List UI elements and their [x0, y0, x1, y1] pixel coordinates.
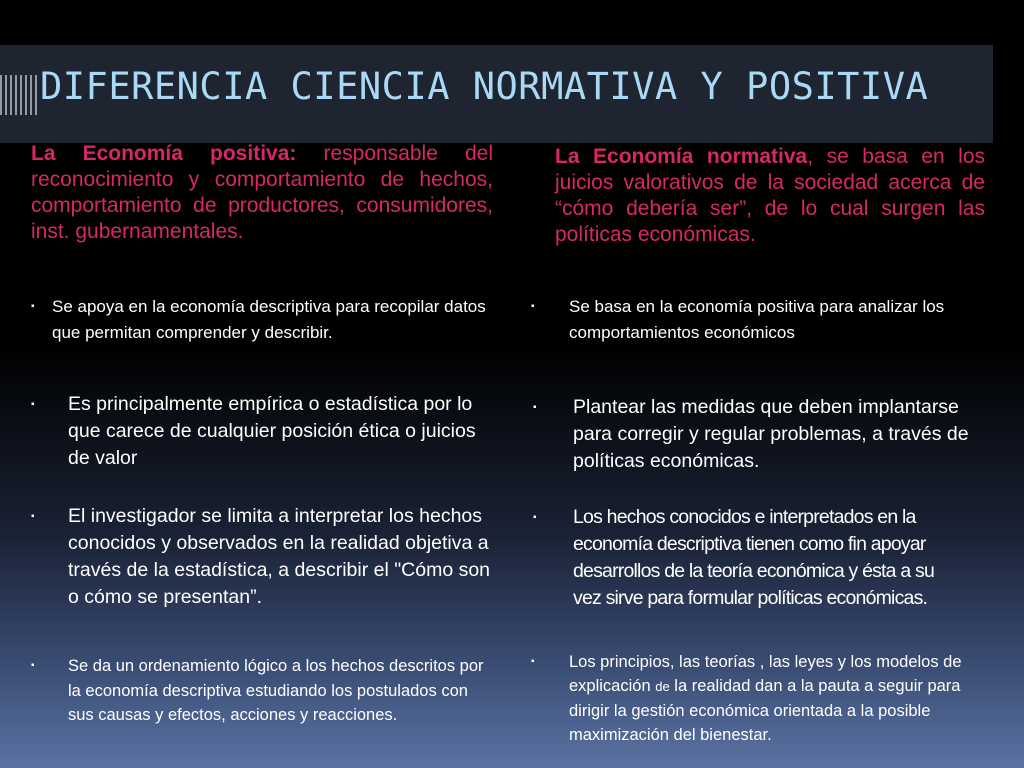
left-bullet-1-text: Se apoya en la economía descriptiva para recopilar datos que permitan comprender y describir.: [52, 297, 486, 342]
right-bullet-4: [531, 650, 1001, 747]
normative-economy-term: La Economía normativa: [555, 145, 808, 168]
normative-economy-text: , se basa en los juicios valorativos de la sociedad acerca de “cómo debería ser”, de lo cual surgen las políticas económicas.: [555, 145, 985, 246]
right-bullet-4-text-small: de: [655, 679, 670, 694]
title-bar: [0, 45, 993, 143]
right-bullet-4-text-part-2: la realidad dan a la pauta a seguir para dirigir la gestión económica orientada a la posible maximización del bienestar.: [569, 677, 961, 744]
bullet-icon: ▪: [533, 402, 537, 413]
right-bullet-4-text: [569, 650, 1001, 747]
right-bullet-4-text-part-1: Los principios, las teorías , las leyes y los modelos de explicación: [569, 653, 962, 695]
right-bullet-3-text: Los hechos conocidos e interpretados en la economía descriptiva tienen como fin apoyar desarrollos de la teoría económica y ésta a su vez sirve para formular políticas económicas.: [573, 506, 934, 609]
left-bullet-4-text: Se da un ordenamiento lógico a los hechos descritos por la economía descriptiva estudiando los postulados con sus causas y efectos, acciones y reacciones.: [68, 657, 484, 724]
positive-economy-definition: [31, 141, 493, 245]
left-bullet-1: [31, 294, 501, 346]
bullet-icon: ▪: [533, 512, 537, 523]
bullet-icon: ▪: [31, 301, 35, 312]
left-bullet-2-text: Es principalmente empírica o estadística por lo que carece de cualquier posición ética o juicios de valor: [68, 393, 476, 469]
right-bullet-1-text: Se basa en la economía positiva para analizar los comportamientos económicos: [569, 297, 945, 342]
left-bullet-4: [31, 654, 486, 728]
right-bullet-2-text: Plantear las medidas que deben implantarse para corregir y regular problemas, a través de políticas económicas.: [573, 396, 969, 472]
decorative-stripes-icon: [0, 75, 40, 115]
normative-economy-definition: [555, 144, 985, 248]
positive-economy-text: responsable del reconocimiento y comportamiento de hechos, comportamiento de productores, consumidores, inst. gubernamentales.: [31, 142, 493, 243]
bullet-icon: ▪: [31, 399, 35, 410]
left-bullet-3-text: El investigador se limita a interpretar los hechos conocidos y observados en la realidad objetiva a través de la estadística, a describir el "Cómo son o cómo se presentan”.: [68, 505, 491, 608]
bullet-icon: ▪: [531, 301, 535, 312]
left-bullet-3: [31, 503, 501, 611]
left-bullet-2: [31, 391, 496, 472]
right-bullet-3: [533, 504, 963, 612]
slide-title: DIFERENCIA CIENCIA NORMATIVA Y POSITIVA: [40, 65, 929, 108]
bullet-icon: ▪: [31, 660, 35, 671]
bullet-icon: ▪: [531, 656, 535, 667]
right-bullet-1: [531, 294, 971, 346]
bullet-icon: ▪: [31, 511, 35, 522]
positive-economy-term: La Economía positiva:: [31, 142, 297, 165]
right-bullet-2: [533, 394, 1003, 475]
